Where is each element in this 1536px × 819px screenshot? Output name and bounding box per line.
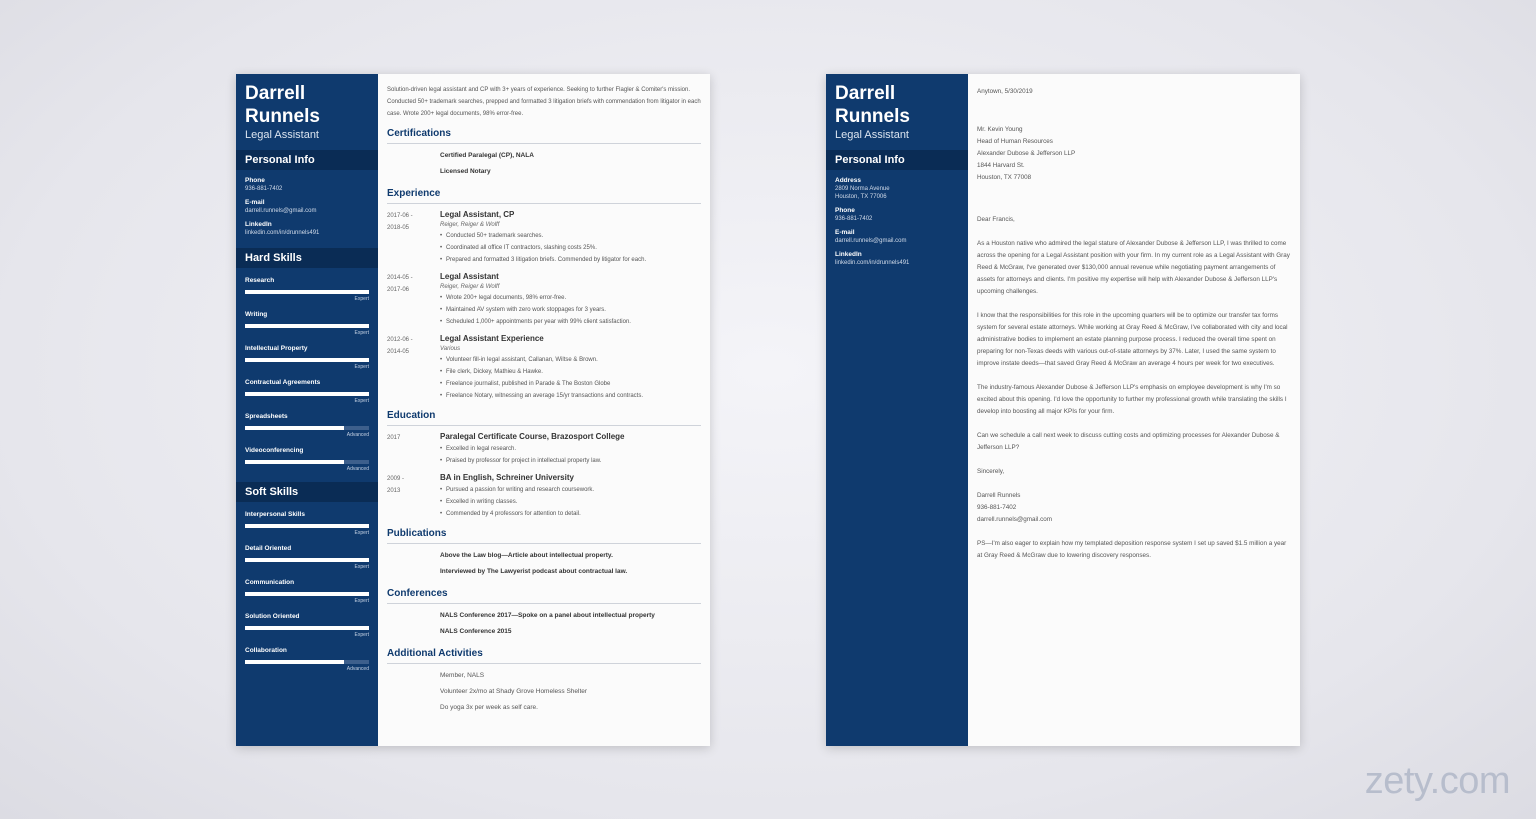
certifications-heading: Certifications bbox=[387, 128, 701, 144]
letter-salutation: Dear Francis, bbox=[977, 216, 1015, 223]
skill-bar bbox=[245, 558, 369, 562]
entry-row bbox=[387, 473, 701, 520]
skill-bar-fill bbox=[245, 392, 369, 396]
publication-item: Above the Law blog—Article about intellectual property. bbox=[440, 552, 613, 559]
entry-bullet: • Freelance Notary, witnessing an average 15/yr transactions and contracts. bbox=[446, 390, 701, 402]
entry-bullet: • Excelled in legal research. bbox=[446, 443, 701, 455]
activity-item: Member, NALS bbox=[440, 672, 485, 679]
skill-bar-fill bbox=[245, 626, 369, 630]
entry-org: Reiger, Reiger & Wolff bbox=[440, 222, 500, 228]
education-list bbox=[387, 432, 701, 520]
cover-letter-page bbox=[826, 74, 1300, 746]
activity-item: Volunteer 2x/mo at Shady Grove Homeless Shelter bbox=[440, 688, 588, 695]
skill-item bbox=[236, 579, 378, 604]
cover-first-name: Darrell bbox=[835, 83, 896, 104]
conferences-heading: Conferences bbox=[387, 588, 701, 604]
experience-list bbox=[387, 210, 701, 402]
skill-level: Advanced bbox=[346, 432, 369, 438]
letter-paragraph: I know that the responsibilities for this role in the upcoming quarters will be to optimize our transfer tax forms system for several estate attorneys. While working at Gray Reed & McGraw, I've collaborated with city and local administrative bodies to implement an estate planning purpose process. I reduced the overall time spent on preparing for non-Texas deeds with various out-of-state attorneys by 37%. Later, I used the same system to improve instate deeds—that saved Gray Reed & McGraw an average 4 hours per week for two executives. bbox=[977, 312, 1288, 367]
resume-personal-info-heading: Personal Info bbox=[236, 150, 378, 170]
certification-item: Certified Paralegal (CP), NALA bbox=[440, 152, 534, 159]
publication-item: Interviewed by The Lawyerist podcast about contractual law. bbox=[440, 568, 628, 575]
skill-level: Expert bbox=[354, 398, 369, 404]
entry-bullets bbox=[440, 292, 701, 328]
info-label: Address bbox=[835, 177, 862, 184]
info-value: Houston, TX 77006 bbox=[835, 194, 887, 200]
entry-title: Legal Assistant Experience bbox=[440, 334, 544, 343]
entry-row bbox=[387, 210, 701, 266]
skill-level: Advanced bbox=[346, 666, 369, 672]
skill-bar bbox=[245, 460, 369, 464]
letter-signature bbox=[977, 490, 1290, 526]
resume-page bbox=[236, 74, 710, 746]
cover-last-name: Runnels bbox=[835, 106, 910, 127]
entry-title: Legal Assistant bbox=[440, 272, 499, 281]
entry-content bbox=[440, 432, 701, 467]
entry-bullet: • Scheduled 1,000+ appointments per year with 99% client satisfaction. bbox=[446, 316, 701, 328]
entry-bullet: • Coordinated all office IT contractors, slashing costs 25%. bbox=[446, 242, 701, 254]
entry-bullet: • Freelance journalist, published in Parade & The Boston Globe bbox=[446, 378, 701, 390]
resume-first-name: Darrell bbox=[245, 83, 306, 104]
skill-item bbox=[236, 545, 378, 570]
entry-bullet: • Conducted 50+ trademark searches. bbox=[446, 230, 701, 242]
entry-dates: 2012-06 - 2014-05 bbox=[387, 337, 413, 355]
entry-row bbox=[387, 272, 701, 328]
skill-name: Solution Oriented bbox=[245, 613, 300, 620]
skill-name: Detail Oriented bbox=[245, 545, 292, 552]
resume-role: Legal Assistant bbox=[245, 129, 319, 141]
entry-content bbox=[440, 210, 701, 266]
skill-bar bbox=[245, 358, 369, 362]
letter-date: Anytown, 5/30/2019 bbox=[977, 88, 1033, 95]
skill-level: Expert bbox=[354, 632, 369, 638]
info-label: Phone bbox=[835, 207, 855, 214]
resume-sidebar bbox=[236, 74, 378, 746]
skill-bar bbox=[245, 660, 369, 664]
skill-level: Expert bbox=[354, 296, 369, 302]
info-value: linkedin.com/in/drunnels491 bbox=[245, 230, 320, 236]
entry-bullet: • Excelled in writing classes. bbox=[446, 496, 701, 508]
skill-item bbox=[236, 311, 378, 336]
skill-bar-fill bbox=[245, 324, 369, 328]
publications-heading: Publications bbox=[387, 528, 701, 544]
skill-item bbox=[236, 647, 378, 672]
skill-item bbox=[236, 613, 378, 638]
letter-paragraph: As a Houston native who admired the legal stature of Alexander Dubose & Jefferson LLP, I was thrilled to come across the opening for a Legal Assistant position with your firm. In my current role as a Legal Assistant with Gray Reed & McGraw, I've generated over $130,000 annual revenue while negotiating payment arrangements of assets for attorneys and clients. I'm positive my expertise will help with Alexander Dubose & Jefferson LLP's upcoming challenges. bbox=[977, 240, 1290, 295]
recipient-line: Mr. Kevin Young bbox=[977, 126, 1023, 133]
entry-bullet: • Prepared and formatted 3 litigation briefs. Commended by litigator for each. bbox=[446, 254, 701, 266]
skill-bar bbox=[245, 392, 369, 396]
skill-bar-fill bbox=[245, 290, 369, 294]
signature-line: Darrell Runnels bbox=[977, 492, 1021, 499]
skill-bar-fill bbox=[245, 426, 344, 430]
skill-item bbox=[236, 447, 378, 472]
entry-bullet: • Volunteer fill-in legal assistant, Callanan, Wiltse & Brown. bbox=[446, 354, 701, 366]
info-value: 936-881-7402 bbox=[245, 186, 283, 192]
entry-bullet: • Pursued a passion for writing and research coursework. bbox=[446, 484, 701, 496]
skill-level: Expert bbox=[354, 364, 369, 370]
entry-title: Paralegal Certificate Course, Brazosport College bbox=[440, 432, 625, 441]
recipient-line: Houston, TX 77008 bbox=[977, 174, 1032, 181]
entry-dates: 2009 - 2013 bbox=[387, 476, 405, 494]
conference-item: NALS Conference 2017—Spoke on a panel about intellectual property bbox=[440, 612, 655, 619]
skill-item bbox=[236, 277, 378, 302]
resume-main bbox=[378, 74, 710, 746]
cover-role: Legal Assistant bbox=[835, 129, 909, 141]
info-value: darrell.runnels@gmail.com bbox=[245, 208, 317, 214]
skill-bar bbox=[245, 626, 369, 630]
skill-name: Intellectual Property bbox=[245, 345, 308, 352]
info-label: Phone bbox=[245, 177, 265, 184]
info-value: darrell.runnels@gmail.com bbox=[835, 238, 907, 244]
skill-level: Expert bbox=[354, 564, 369, 570]
activities-heading: Additional Activities bbox=[387, 648, 701, 664]
letter-recipient bbox=[977, 124, 1290, 184]
skill-bar-fill bbox=[245, 524, 369, 528]
entry-bullet: • File clerk, Dickey, Mathieu & Hawke. bbox=[446, 366, 701, 378]
entry-row bbox=[387, 432, 701, 467]
letter-paragraph: Can we schedule a call next week to discuss cutting costs and optimizing processes for Alexander Dubose & Jefferson LLP? bbox=[977, 432, 1280, 451]
skill-item bbox=[236, 511, 378, 536]
skill-item bbox=[236, 413, 378, 438]
entry-bullet: • Wrote 200+ legal documents, 98% error-free. bbox=[446, 292, 701, 304]
zety-logo: zety.com bbox=[1364, 760, 1510, 802]
info-label: E-mail bbox=[245, 199, 265, 206]
entry-content bbox=[440, 473, 701, 520]
entry-org: Reiger, Reiger & Wolff bbox=[440, 284, 500, 290]
skill-item bbox=[236, 379, 378, 404]
experience-heading: Experience bbox=[387, 188, 701, 204]
hard-skills-heading: Hard Skills bbox=[236, 248, 378, 268]
soft-skills-list bbox=[236, 511, 378, 672]
entry-content bbox=[440, 272, 701, 328]
entry-title: Legal Assistant, CP bbox=[440, 210, 515, 219]
letter-closing: Sincerely, bbox=[977, 468, 1005, 475]
skill-bar bbox=[245, 592, 369, 596]
skill-bar bbox=[245, 524, 369, 528]
activity-item: Do yoga 3x per week as self care. bbox=[440, 704, 538, 711]
info-label: LinkedIn bbox=[835, 251, 862, 258]
certification-item: Licensed Notary bbox=[440, 168, 491, 175]
cover-letter-body bbox=[968, 74, 1300, 746]
info-value: linkedin.com/in/drunnels491 bbox=[835, 260, 910, 266]
signature-line: 936-881-7402 bbox=[977, 504, 1017, 511]
skill-name: Spreadsheets bbox=[245, 413, 288, 420]
skill-name: Videoconferencing bbox=[245, 447, 304, 454]
info-value: 936-881-7402 bbox=[835, 216, 873, 222]
entry-bullets bbox=[440, 230, 701, 266]
resume-last-name: Runnels bbox=[245, 106, 320, 127]
skill-name: Interpersonal Skills bbox=[245, 511, 305, 518]
resume-summary: Solution-driven legal assistant and CP with 3+ years of experience. Seeking to further Flagler & Comiter's mission. Conducted 50+ trademark searches, prepped and formatted 3 litigation briefs with commendation from litigator in each case. Wrote 200+ legal documents, 98% error-free. bbox=[387, 87, 701, 117]
skill-bar-fill bbox=[245, 558, 369, 562]
skill-bar bbox=[245, 290, 369, 294]
cover-personal-info-heading: Personal Info bbox=[826, 150, 968, 170]
entry-content bbox=[440, 334, 701, 402]
skill-bar-fill bbox=[245, 460, 344, 464]
hard-skills-list bbox=[236, 277, 378, 472]
entry-bullets bbox=[440, 443, 701, 467]
letter-paragraph: The industry-famous Alexander Dubose & Jefferson LLP's emphasis on employee development is why I'm so excited about this opening. I'd love the opportunity to further my professional growth while translating the skills I develop into boosting all major KPIs for your firm. bbox=[977, 384, 1287, 415]
skill-name: Research bbox=[245, 277, 275, 284]
signature-line: darrell.runnels@gmail.com bbox=[977, 516, 1052, 523]
skill-name: Writing bbox=[245, 311, 268, 318]
education-heading: Education bbox=[387, 410, 701, 426]
skill-bar bbox=[245, 426, 369, 430]
conference-item: NALS Conference 2015 bbox=[440, 628, 512, 635]
entry-bullet: • Praised by professor for project in intellectual property law. bbox=[446, 455, 701, 467]
entry-title: BA in English, Schreiner University bbox=[440, 473, 574, 482]
recipient-line: 1844 Harvard St. bbox=[977, 162, 1025, 169]
skill-name: Contractual Agreements bbox=[245, 379, 321, 386]
entry-bullets bbox=[440, 354, 701, 402]
entry-dates: 2014-05 - 2017-06 bbox=[387, 275, 413, 293]
skill-bar-fill bbox=[245, 358, 369, 362]
entry-org: Various bbox=[440, 346, 461, 352]
info-label: LinkedIn bbox=[245, 221, 272, 228]
recipient-line: Alexander Dubose & Jefferson LLP bbox=[977, 150, 1076, 157]
entry-dates: 2017-06 - 2018-05 bbox=[387, 213, 413, 231]
soft-skills-heading: Soft Skills bbox=[236, 482, 378, 502]
skill-level: Expert bbox=[354, 330, 369, 336]
entry-row bbox=[387, 334, 701, 402]
letter-ps: PS—I'm also eager to explain how my templated deposition response system I set up saved $1.5 million a year at Gray Reed & McGraw due to lowering discovery responses. bbox=[977, 540, 1287, 559]
skill-level: Expert bbox=[354, 530, 369, 536]
skill-name: Collaboration bbox=[245, 647, 287, 654]
skill-name: Communication bbox=[245, 579, 295, 586]
skill-bar-fill bbox=[245, 660, 344, 664]
cover-sidebar bbox=[826, 74, 968, 746]
skill-level: Expert bbox=[354, 598, 369, 604]
entry-dates: 2017 bbox=[387, 435, 401, 441]
entry-bullet: • Maintained AV system with zero work stoppages for 3 years. bbox=[446, 304, 701, 316]
entry-bullet: • Commended by 4 professors for attention to detail. bbox=[446, 508, 701, 520]
skill-level: Advanced bbox=[346, 466, 369, 472]
info-label: E-mail bbox=[835, 229, 855, 236]
recipient-line: Head of Human Resources bbox=[977, 138, 1053, 145]
skill-item bbox=[236, 345, 378, 370]
entry-bullets bbox=[440, 484, 701, 520]
skill-bar-fill bbox=[245, 592, 369, 596]
info-value: 2809 Norma Avenue bbox=[835, 186, 890, 192]
skill-bar bbox=[245, 324, 369, 328]
